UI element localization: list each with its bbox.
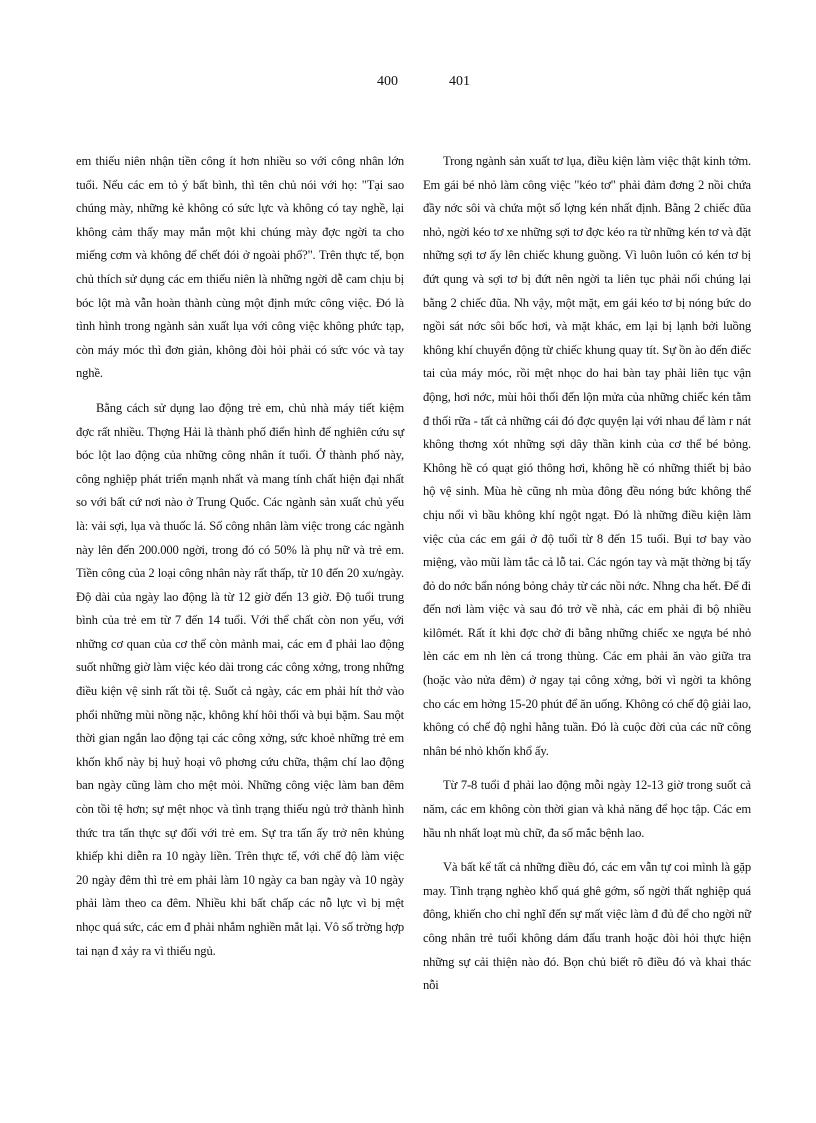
- left-page-text-column: [76, 150, 404, 974]
- paragraph: em thiếu niên nhận tiền công ít hơn nhiều so với công nhân lớn tuổi. Nếu các em tỏ ý bất bình, thì tên chủ nói với họ: "Tại sao chúng mày, những kẻ không có sức lực và không có tay nghề, lại không cảm thấy may mắn một khi chúng mày đợc ngời ta cho miếng cơm và không để chết đói ở ngoài phố?". Trên thực tế, bọn chủ thích sử dụng các em thiếu niên là những ngời dễ cam chịu bị bóc lột mà vẫn hoàn thành cùng một định mức công việc. Đó là tình hình trong ngành sản xuất lụa với công việc không phức tạp, còn máy móc thì đơn giản, không đòi hỏi phải có sức vóc và tay nghề.: [76, 154, 404, 381]
- page-number-right: 401: [449, 74, 470, 89]
- paragraph: Bằng cách sử dụng lao động trẻ em, chủ nhà máy tiết kiệm đợc rất nhiều. Thợng Hải là thành phố điển hình để nghiên cứu sự bóc lột lao động của những công nhân ít tuổi. Ở thành phố này, công nghiệp phát triển mạnh nhất và mang tính chất hiện đại nhất so với bất cứ nơi nào ở Trung Quốc. Các ngành sản xuất chủ yếu là: vải sợi, lụa và thuốc lá. Số công nhân làm việc trong các ngành này lên đến 200.000 ngời, trong đó có 50% là phụ nữ và trẻ em. Tiền công của 2 loại công nhân này rất thấp, từ 10 đến 20 xu/ngày. Độ dài của ngày lao động là từ 12 giờ đến 13 giờ. Độ tuổi trung bình của trẻ em từ 7 đến 14 tuổi. Với thể chất còn non yếu, với những cơ quan của cơ thể còn mảnh mai, các em đ phải lao động suốt những giờ làm việc kéo dài trong các công xởng, trong những điều kiện vệ sinh rất tồi tệ. Suốt cả ngày, các em phải hít thở vào phổi những mùi nồng nặc, không khí hôi thối và bụi bặm. Sau một thời gian ngắn lao động tại các công xởng, sức khoẻ những trẻ em khốn khổ này bị huỷ hoại vô phơng cứu chữa, thậm chí lao động ban ngày cũng làm cho mệt mỏi. Những công việc làm ban đêm còn tồi tệ hơn; sự mệt nhọc và tình trạng thiếu ngủ trở thành hình thức tra tấn thực sự đối với trẻ em. Sự tra tấn ấy trở nên khủng khiếp khi diễn ra 10 ngày liền. Trên thực tế, với chế độ làm việc 20 ngày đêm thì trẻ em phải làm 10 ngày ca ban ngày và 10 ngày phải làm theo ca đêm. Nhiều khi bất chấp các nỗ lực vì bị mệt nhọc quá sức, các em đ phải nhắm nghiền mắt lại. Vô số trờng hợp tai nạn đ xảy ra vì thiếu ngủ.: [76, 400, 404, 958]
- paragraph: Trong ngành sản xuất tơ lụa, điều kiện làm việc thật kinh tởm. Em gái bé nhỏ làm công việc "kéo tơ" phải đảm đơng 2 nồi chứa đầy nớc sôi và chứa một số lợng kén nhất định. Bằng 2 chiếc đũa nhỏ, ngời kéo tơ xe những sợi tơ đợc kéo ra từ những kén tơ và đặt những sợi tơ ấy lên chiếc khung guồng. Vì luôn luôn có kén tơ bị đứt qung và sợi tơ bị đứt nên ngời ta liên tục phải nối chúng lại bằng 2 chiếc đũa. Nh vậy, một mặt, em gái kéo tơ bị nóng bức do ngồi sát nớc sôi bốc hơi, và mặt khác, em lại bị lạnh bởi luồng không khí chuyển động từ chiếc khung quay tít. Sự ồn ào đến điếc tai của máy móc, rồi mệt nhọc do hai bàn tay phải liên tục vận động, hơi nớc, mùi hôi thối đến lộn mửa của những chiếc kén tằm đ thối rữa - tất cả những cái đó đợc quyện lại với nhau để làm r nát không thơng xót những sợi dây thần kinh của cơ thể bé bỏng. Không hề có quạt gió thông hơi, không hề có những thiết bị bảo hộ vệ sinh. Mùa hè cũng nh mùa đông đều nóng bức không thể chịu nổi vì bầu không khí ngột ngạt. Đó là những điều kiện làm việc của các em gái ở độ tuổi từ 8 đến 15 tuổi. Bụi tơ bay vào miệng, vào mũi làm tắc cả lỗ tai. Các ngón tay và mặt thờng bị tấy đỏ do nớc bẩn nóng bỏng chảy từ các nồi nớc. Nhng cha hết. Để đi đến nơi làm việc và sau đó trở về nhà, các em phải đi bộ nhiều kilômét. Rất ít khi đợc chở đi bằng những chiếc xe ngựa bé nhỏ lèn các em nh lèn cá trong thùng. Các em phải ăn vào giữa tra (hoặc vào nửa đêm) ở ngay tại công xởng, bởi vì ngời ta không cho các em hởng 15-20 phút để ăn uống. Không có chế độ giải lao, không có chế độ nghỉ hằng tuần. Đó là cuộc đời của các nữ công nhân bé nhỏ khốn khổ ấy.: [423, 154, 751, 758]
- paragraph: Và bất kể tất cả những điều đó, các em vẫn tự coi mình là gặp may. Tình trạng nghèo khổ quá ghê gớm, số ngời thất nghiệp quá đông, khiến cho chỉ nghĩ đến sự mất việc làm đ đủ để cho ngời nữ công nhân trẻ tuổi không dám đấu tranh hoặc đòi hỏi thực hiện những sự cải thiện nào đó. Bọn chủ biết rõ điều đó và khai thác nỗi: [423, 860, 751, 993]
- page-number-left: 400: [377, 74, 398, 89]
- paragraph: Từ 7-8 tuổi đ phải lao động mỗi ngày 12-13 giờ trong suốt cả năm, các em không còn thời gian và khả năng để học tập. Các em hầu nh nhất loạt mù chữ, đa số mắc bệnh lao.: [423, 778, 751, 840]
- right-page-text-column: [423, 150, 751, 1009]
